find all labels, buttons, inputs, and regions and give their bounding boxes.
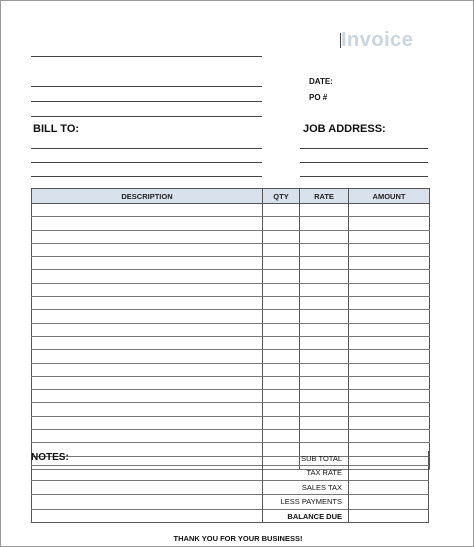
table-row [32, 390, 430, 403]
company-line-2[interactable] [31, 86, 262, 87]
cell-rate[interactable] [300, 403, 349, 416]
cell-rate[interactable] [300, 310, 349, 323]
cell-amount[interactable] [349, 390, 430, 403]
table-row [32, 323, 430, 336]
cell-description[interactable] [32, 363, 263, 376]
company-line-3[interactable] [31, 101, 262, 102]
cell-amount[interactable] [349, 310, 430, 323]
invoice-title: Invoice [341, 29, 414, 51]
table-row [32, 403, 430, 416]
cell-qty[interactable] [263, 270, 300, 283]
cell-amount[interactable] [349, 430, 430, 443]
table-row [32, 376, 430, 389]
cell-qty[interactable] [263, 257, 300, 270]
cell-amount[interactable] [349, 363, 430, 376]
thank-you-note: THANK YOU FOR YOUR BUSINESS! [173, 534, 303, 543]
summary-label: LESS PAYMENTS [280, 497, 342, 507]
summary-label: TAX RATE [306, 468, 342, 478]
cell-qty[interactable] [263, 310, 300, 323]
table-row [32, 363, 430, 376]
table-row [32, 283, 430, 296]
cell-qty[interactable] [263, 297, 300, 310]
column-header-qty: QTY [263, 189, 300, 204]
cell-description[interactable] [32, 350, 263, 363]
cell-qty[interactable] [263, 390, 300, 403]
job-address-line-3[interactable] [300, 176, 428, 177]
cell-amount[interactable] [349, 403, 430, 416]
table-header-row [32, 189, 430, 204]
company-line-4[interactable] [31, 116, 262, 117]
cell-description[interactable] [32, 243, 263, 256]
cell-qty[interactable] [263, 416, 300, 429]
cell-qty[interactable] [263, 403, 300, 416]
cell-rate[interactable] [300, 323, 349, 336]
cell-amount[interactable] [349, 217, 430, 230]
cell-description[interactable] [32, 403, 263, 416]
cell-amount[interactable] [349, 376, 430, 389]
summary-value-field[interactable] [349, 481, 428, 493]
table-row [32, 416, 430, 429]
po-label: PO # [309, 93, 328, 102]
cell-rate[interactable] [300, 363, 349, 376]
cell-rate[interactable] [300, 430, 349, 443]
table-row [32, 430, 430, 443]
job-address-label: JOB ADDRESS: [303, 123, 386, 135]
cell-rate[interactable] [300, 230, 349, 243]
cell-amount[interactable] [349, 283, 430, 296]
table-row [32, 257, 430, 270]
summary-column-divider [348, 451, 349, 523]
cell-amount[interactable] [349, 270, 430, 283]
cell-description[interactable] [32, 416, 263, 429]
cell-qty[interactable] [263, 363, 300, 376]
cell-rate[interactable] [300, 270, 349, 283]
cell-rate[interactable] [300, 243, 349, 256]
cell-amount[interactable] [349, 297, 430, 310]
cell-amount[interactable] [349, 204, 430, 217]
cell-qty[interactable] [263, 204, 300, 217]
date-label: DATE: [309, 77, 333, 86]
cell-description[interactable] [32, 204, 263, 217]
column-header-description: DESCRIPTION [32, 189, 263, 204]
cell-qty[interactable] [263, 376, 300, 389]
cell-description[interactable] [32, 310, 263, 323]
table-row [32, 310, 430, 323]
cell-qty[interactable] [263, 283, 300, 296]
cell-rate[interactable] [300, 416, 349, 429]
cell-rate[interactable] [300, 376, 349, 389]
company-line-1[interactable] [31, 56, 262, 57]
table-row [32, 204, 430, 217]
cell-rate[interactable] [300, 283, 349, 296]
summary-label: SUB TOTAL [301, 454, 342, 463]
cell-amount[interactable] [349, 257, 430, 270]
bill-to-line-2[interactable] [31, 162, 262, 163]
cell-description[interactable] [32, 430, 263, 443]
cell-rate[interactable] [300, 297, 349, 310]
cell-amount[interactable] [349, 350, 430, 363]
cell-rate[interactable] [300, 204, 349, 217]
cell-qty[interactable] [263, 336, 300, 349]
column-header-amount: AMOUNT [349, 189, 430, 204]
job-address-line-2[interactable] [300, 162, 428, 163]
cell-qty[interactable] [263, 350, 300, 363]
table-row [32, 243, 430, 256]
table-row [32, 270, 430, 283]
summary-value-field[interactable] [349, 452, 428, 464]
cell-description[interactable] [32, 270, 263, 283]
cell-qty[interactable] [263, 230, 300, 243]
summary-label: BALANCE DUE [287, 511, 342, 521]
cell-description[interactable] [32, 283, 263, 296]
cell-rate[interactable] [300, 350, 349, 363]
cell-description[interactable] [32, 376, 263, 389]
table-row [32, 336, 430, 349]
cell-description[interactable] [32, 323, 263, 336]
cell-amount[interactable] [349, 230, 430, 243]
cell-description[interactable] [32, 390, 263, 403]
summary-value-field[interactable] [349, 466, 428, 478]
column-header-rate: RATE [300, 189, 349, 204]
table-row [32, 297, 430, 310]
cell-qty[interactable] [263, 243, 300, 256]
cell-amount[interactable] [349, 336, 430, 349]
cell-amount[interactable] [349, 323, 430, 336]
summary-value-field[interactable] [349, 495, 428, 507]
cell-rate[interactable] [300, 257, 349, 270]
cell-qty[interactable] [263, 323, 300, 336]
cell-amount[interactable] [349, 243, 430, 256]
cell-description[interactable] [32, 257, 263, 270]
cell-qty[interactable] [263, 217, 300, 230]
table-row [32, 217, 430, 230]
line-items-table [31, 188, 430, 470]
cell-amount[interactable] [349, 416, 430, 429]
cell-description[interactable] [32, 297, 263, 310]
cell-rate[interactable] [300, 390, 349, 403]
cell-description[interactable] [32, 217, 263, 230]
table-row [32, 350, 430, 363]
summary-value-field[interactable] [349, 510, 428, 522]
bill-to-label: BILL TO: [33, 123, 80, 135]
table-row [32, 230, 430, 243]
job-address-line-1[interactable] [300, 148, 428, 149]
summary-label: SALES TAX [301, 482, 342, 492]
cell-rate[interactable] [300, 336, 349, 349]
cell-rate[interactable] [300, 217, 349, 230]
summary-column-divider [262, 451, 263, 523]
notes-label: NOTES: [31, 452, 69, 463]
bill-to-line-1[interactable] [31, 148, 262, 149]
bill-to-line-3[interactable] [31, 176, 262, 177]
cell-description[interactable] [32, 336, 263, 349]
cell-description[interactable] [32, 230, 263, 243]
cell-qty[interactable] [263, 430, 300, 443]
